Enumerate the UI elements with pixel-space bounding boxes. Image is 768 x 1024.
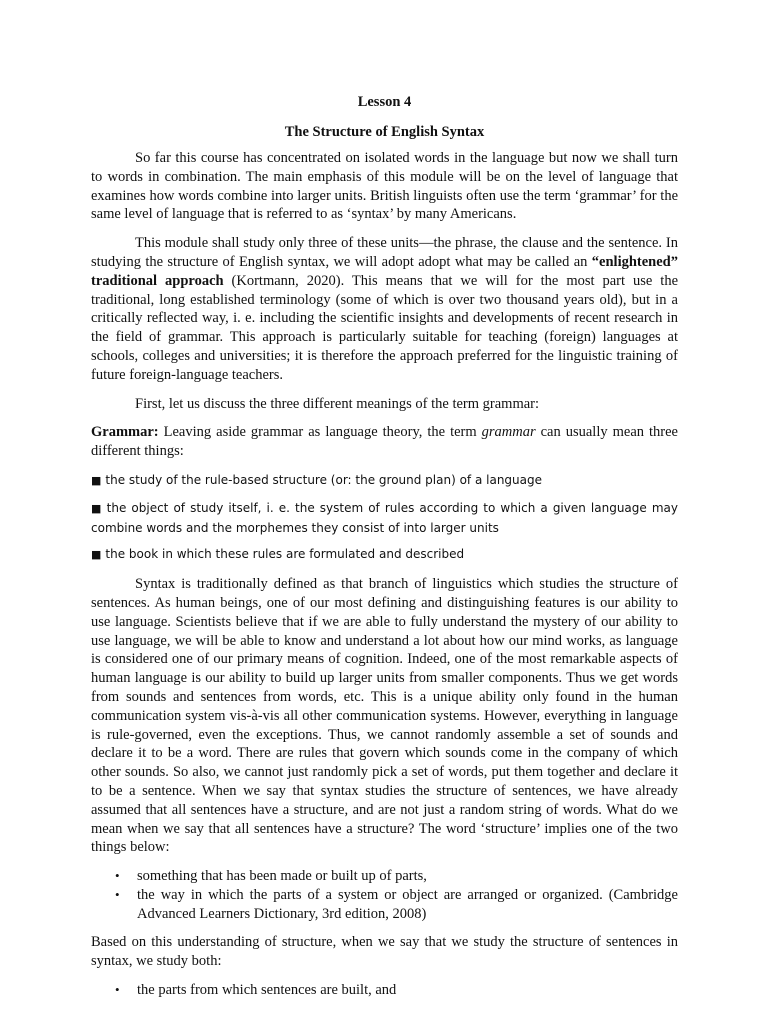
grammar-label: Grammar: (91, 424, 159, 441)
list-item (91, 471, 678, 491)
list-item (91, 499, 678, 538)
bold-term: “enlightened” traditional approach (91, 253, 678, 289)
list-item-text: the parts from which sentences are built, and (137, 982, 397, 999)
square-bullet-icon: ■ (91, 501, 103, 515)
bullet-list-study (91, 981, 678, 1000)
paragraph-text: can usually mean three different things: (91, 424, 678, 460)
bullet-icon: • (115, 982, 120, 998)
document-title: The Structure of English Syntax (284, 124, 485, 140)
paragraph-text: This module shall study only three of these units—the phrase, the clause and the sentence. In studying the structure of English syntax, we will adopt adopt what may be called an (91, 235, 678, 270)
list-item-text: the study of the rule-based structure (or: the ground plan) of a language (105, 472, 542, 487)
list-item-text: something that has been made or built up of parts, (137, 868, 427, 885)
paragraph-text: Leaving aside grammar as language theory, the term (158, 424, 482, 441)
list-item-text: the book in which these rules are formulated and described (105, 547, 465, 562)
paragraph-module-scope (91, 234, 678, 384)
list-item-text: the way in which the parts of a system or object are arranged or organized. (Cambridge Advanced Learners Dictionary, 3rd edition, 2008) (137, 886, 678, 922)
square-bullet-list (91, 471, 678, 565)
bullet-icon: • (115, 886, 120, 902)
paragraph-syntax-definition: Syntax is traditionally defined as that branch of linguistics which studies the structure of sentences. As human beings, one of our most defining and distinguishing features is our ability to use language. Scientists believe that if we are able to fully understand the mystery of our ability to use language, we will be able to know and understand a lot about how our mind works, as language is considered one of our primary means of cognition. Indeed, one of the most remarkable aspects of human language is our ability to build up larger units from smaller components. Thus we get words from sounds and sentences from words, etc. This is a unique ability only found in the human communication system vis-à-vis all other communication systems. However, everything in language is rule-governed, even the exceptions. Thus, we cannot randomly assemble a set of sounds and declare it to be a word. There are rules that govern which sounds come in the company of which other sounds. So also, we cannot just randomly pick a set of words, put them together and declare it to be a sentence. When we say that syntax studies the structure of sentences, we have already assumed that all sentences have a structure, and are not just a random string of words. What do we mean when we say that all sentences have a structure? The word ‘structure’ implies one of the two things below: (91, 576, 678, 856)
lesson-heading: Lesson 4 (357, 94, 412, 110)
square-bullet-icon: ■ (91, 548, 102, 562)
paragraph-meanings-intro: First, let us discuss the three different meanings of the term grammar: (135, 395, 540, 412)
paragraph-intro: So far this course has concentrated on isolated words in the language but now we shall turn to words in combination. The main emphasis of this module will be on the level of language that examines how words combine into larger units. British linguists often use the term ‘grammar’ for the same level of language that is referred to as ‘syntax’ by many Americans. (91, 150, 678, 223)
list-item (91, 981, 678, 1000)
square-bullet-icon: ■ (91, 473, 102, 487)
list-item-text: the object of study itself, i. e. the system of rules according to which a given language may combine words and the morphemes they consist of into larger units (91, 500, 678, 535)
list-item (91, 886, 678, 924)
italic-term: grammar (481, 424, 536, 441)
list-item (91, 545, 678, 565)
bullet-list-structure (91, 867, 678, 923)
paragraph-text: (Kortmann, 2020). This means that we will for the most part use the traditional, long established terminology (some of which is over two thousand years old), but in a critically reflected way, i. e. including the scientific insights and developments of recent research in the field of grammar. This approach is particularly suitable for teaching (foreign) languages at schools, colleges and universities; it is therefore the approach preferred for the linguistic training of future foreign-language teachers. (91, 272, 679, 383)
paragraph-grammar-definition (91, 423, 678, 461)
bullet-icon: • (115, 868, 120, 884)
paragraph-structure-understanding: Based on this understanding of structure, when we say that we study the structure of sentences in syntax, we study both: (91, 934, 678, 970)
list-item (91, 867, 678, 886)
